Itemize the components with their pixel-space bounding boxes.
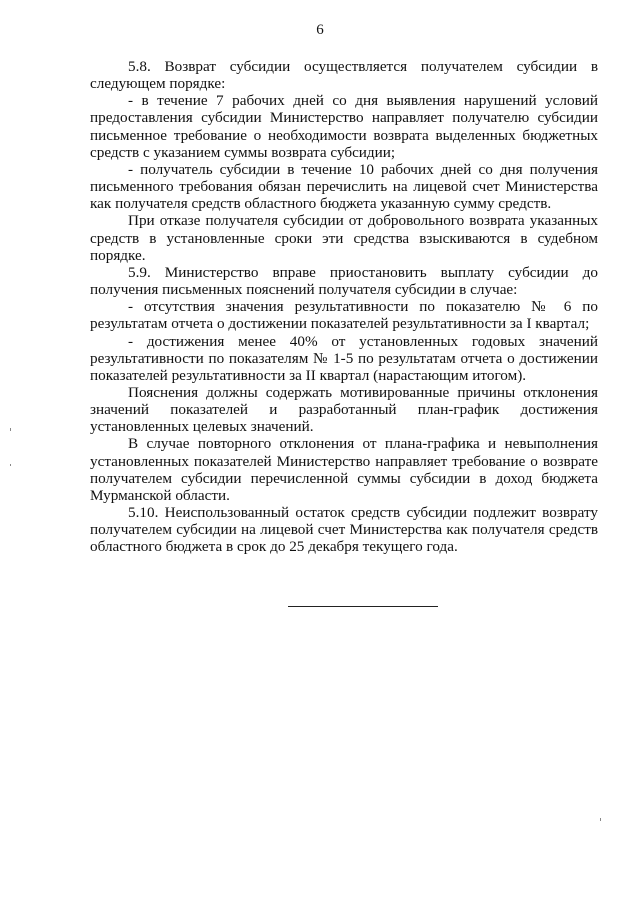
paragraph-5-8: 5.8. Возврат субсидии осуществляется получателем субсидии в следующем порядке: — [90, 58, 598, 93]
paragraph-repeated-deviation: В случае повторного отклонения от плана-графика и невыполнения установленных показателей Министерство направляет требование о возврате получателем субсидии перечисленной суммы субсидии в доход бюджета Мурманской области. — [90, 435, 598, 504]
paragraph-indicator-6: - отсутствия значения результативности по показателю № 6 по результатам отчета о достижении показателей результативности за I квартал; — [90, 298, 598, 333]
paragraph-refusal-court: При отказе получателя субсидии от добровольного возврата указанных средств в установленные сроки эти средства взыскиваются в судебном порядке. — [90, 212, 598, 264]
end-separator-line — [288, 606, 438, 607]
paragraph-indicators-1-5: - достижения менее 40% от установленных годовых значений результативности по показателям № 1-5 по результатам отчета о достижении показателей результативности за II квартал (нарастающим итогом). — [90, 332, 598, 384]
paragraph-return-7-days: - в течение 7 рабочих дней со дня выявления нарушений условий предоставления субсидии Министерство направляет получателю субсидии письменное требование о необходимости возврата выделенных бюджетных средств с указанием суммы возврата субсидии; — [90, 92, 598, 161]
paragraph-5-9: 5.9. Министерство вправе приостановить выплату субсидии до получения письменных пояснений получателя субсидии в случае: — [90, 263, 598, 299]
scan-speck — [10, 428, 11, 431]
paragraph-return-10-days: - получатель субсидии в течение 10 рабочих дней со дня получения письменного требования обязан перечислить на лицевой счет Министерства как получателя средств областного бюджета указанную сумму средств. — [90, 160, 598, 213]
paragraph-explanations: Пояснения должны содержать мотивированные причины отклонения значений показателей и разработанный план-график достижения установленных целевых значений. — [90, 383, 598, 436]
scan-speck — [600, 818, 601, 821]
page-number: 6 — [316, 22, 324, 38]
paragraph-5-10: 5.10. Неиспользованный остаток средств субсидии подлежит возврату получателем субсидии на лицевой счет Министерства как получателя средств областного бюджета в срок до 25 декабря текущего года. — [90, 504, 598, 556]
document-body — [90, 58, 598, 556]
scan-speck — [10, 464, 11, 466]
